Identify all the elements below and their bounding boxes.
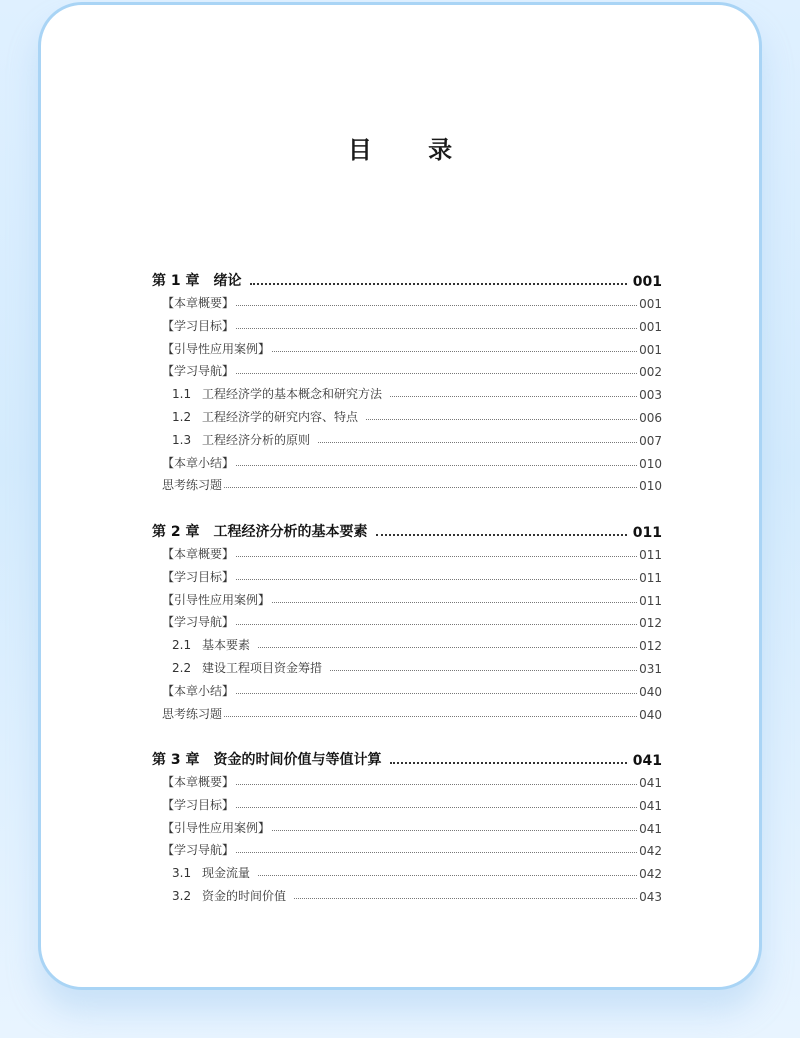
toc-entry[interactable] — [152, 382, 662, 402]
toc-entry[interactable] — [152, 884, 662, 904]
dot-leader — [272, 602, 637, 603]
dot-leader — [236, 852, 637, 853]
toc-entry[interactable] — [152, 679, 662, 699]
dot-leader — [236, 556, 637, 557]
entry-label: 【本章概要】 — [162, 296, 235, 310]
section-number: 3.2 — [172, 889, 192, 903]
toc-entry[interactable] — [152, 588, 662, 608]
toc-entry[interactable] — [152, 473, 662, 493]
dot-leader — [224, 716, 637, 717]
entry-label — [152, 431, 310, 448]
dot-leader — [236, 305, 637, 306]
entry-label: 【学习导航】 — [162, 843, 235, 858]
chapter-title: 资金的时间价值与等值计算 — [213, 752, 382, 768]
dot-leader — [236, 328, 637, 329]
dot-leader — [390, 396, 637, 397]
section-number: 1.1 — [172, 387, 192, 402]
section-title: 资金的时间价值 — [202, 889, 287, 903]
page-number: 001 — [639, 319, 662, 334]
page-number: 040 — [639, 707, 662, 722]
toc-entry[interactable] — [152, 656, 662, 676]
dot-leader — [330, 670, 637, 671]
page-number: 001 — [639, 342, 662, 357]
toc-entry[interactable] — [152, 314, 662, 334]
page-number: 002 — [639, 365, 662, 380]
page-number: 031 — [639, 662, 662, 676]
toc-entry[interactable] — [152, 610, 662, 630]
toc-entry[interactable] — [152, 337, 662, 357]
page-number: 041 — [639, 821, 662, 836]
dot-leader — [236, 465, 637, 466]
toc-entry[interactable] — [152, 291, 662, 311]
page-number: 011 — [639, 548, 662, 562]
page-number: 011 — [632, 525, 662, 541]
page-number: 010 — [639, 456, 662, 471]
toc-entry[interactable] — [152, 405, 662, 425]
page-number: 041 — [639, 798, 662, 813]
page-number: 011 — [639, 593, 662, 608]
section-number: 2.1 — [172, 638, 192, 653]
page-number: 043 — [639, 890, 662, 904]
entry-label: 【引导性应用案例】 — [162, 592, 271, 607]
toc-entry[interactable] — [152, 770, 662, 790]
dot-leader — [366, 419, 637, 420]
entry-label: 【学习目标】 — [162, 797, 235, 812]
chapter-number: 第 2 章 — [152, 524, 200, 540]
chapter-heading — [152, 749, 382, 769]
page-number: 007 — [639, 433, 662, 448]
entry-label: 【本章小结】 — [162, 455, 235, 470]
page-number: 001 — [632, 274, 662, 290]
toc-entry[interactable] — [152, 793, 662, 813]
toc-entry[interactable] — [152, 702, 662, 722]
page-number: 003 — [639, 388, 662, 403]
toc-entry[interactable] — [152, 838, 662, 858]
dot-leader — [236, 579, 637, 580]
page-number: 042 — [639, 844, 662, 859]
entry-label — [152, 887, 286, 904]
dot-leader — [376, 534, 627, 536]
section-number: 2.2 — [172, 661, 192, 675]
entry-label — [152, 408, 358, 425]
page-number: 012 — [639, 639, 662, 654]
chapter-heading — [152, 521, 368, 541]
entry-label: 思考练习题 — [162, 478, 223, 493]
chapter-row[interactable] — [152, 521, 662, 541]
toc-entry[interactable] — [152, 816, 662, 836]
dot-leader — [272, 830, 637, 831]
section-title: 基本要素 — [202, 638, 251, 653]
page-number: 041 — [632, 753, 662, 769]
entry-label: 【本章概要】 — [162, 775, 235, 789]
chapter-number: 第 1 章 — [152, 273, 200, 289]
entry-label: 【引导性应用案例】 — [162, 820, 271, 835]
dot-leader — [236, 693, 637, 694]
entry-label: 【本章小结】 — [162, 683, 235, 698]
page-number: 012 — [639, 616, 662, 631]
section-title: 建设工程项目资金筹措 — [202, 661, 323, 675]
page-number: 040 — [639, 684, 662, 699]
dot-leader — [236, 784, 637, 785]
dot-leader — [258, 875, 637, 876]
page-number: 006 — [639, 411, 662, 425]
section-title: 工程经济分析的原则 — [202, 432, 311, 447]
entry-label: 【本章概要】 — [162, 547, 235, 561]
dot-leader — [224, 487, 637, 488]
toc-entry[interactable] — [152, 861, 662, 881]
section-title: 现金流量 — [202, 866, 251, 881]
dot-leader — [236, 624, 637, 625]
dot-leader — [250, 283, 627, 285]
entry-label: 【学习目标】 — [162, 318, 235, 333]
page-number: 010 — [639, 479, 662, 494]
section-number: 3.1 — [172, 866, 192, 881]
toc-entry[interactable] — [152, 565, 662, 585]
toc-entry[interactable] — [152, 451, 662, 471]
page-number: 001 — [639, 297, 662, 311]
toc-entry[interactable] — [152, 359, 662, 379]
page-number: 041 — [639, 776, 662, 790]
entry-label: 【引导性应用案例】 — [162, 341, 271, 356]
toc-entry[interactable] — [152, 633, 662, 653]
dot-leader — [318, 442, 637, 443]
page-number: 042 — [639, 867, 662, 882]
section-number: 1.3 — [172, 432, 192, 447]
entry-label: 【学习目标】 — [162, 569, 235, 584]
dot-leader — [390, 762, 627, 764]
chapter-title: 绪论 — [213, 273, 242, 289]
dot-leader — [272, 351, 637, 352]
section-number: 1.2 — [172, 410, 192, 424]
dot-leader — [236, 807, 637, 808]
chapter-number: 第 3 章 — [152, 752, 200, 768]
dot-leader — [236, 373, 637, 374]
dot-leader — [294, 898, 637, 899]
entry-label — [152, 659, 322, 676]
chapter-heading — [152, 270, 242, 290]
entry-label — [152, 636, 250, 653]
section-title: 工程经济学的基本概念和研究方法 — [202, 387, 383, 402]
entry-label — [152, 864, 250, 881]
chapter-row[interactable] — [152, 270, 662, 290]
page-number: 011 — [639, 570, 662, 585]
dot-leader — [258, 647, 637, 648]
chapter-row[interactable] — [152, 749, 662, 769]
toc-entry[interactable] — [152, 428, 662, 448]
entry-label — [152, 385, 382, 402]
entry-label: 思考练习题 — [162, 706, 223, 721]
entry-label: 【学习导航】 — [162, 615, 235, 630]
entry-label: 【学习导航】 — [162, 364, 235, 379]
chapter-title: 工程经济分析的基本要素 — [213, 524, 368, 540]
section-title: 工程经济学的研究内容、特点 — [202, 410, 359, 424]
toc-entry[interactable] — [152, 542, 662, 562]
page-title: 目 录 — [347, 135, 477, 164]
